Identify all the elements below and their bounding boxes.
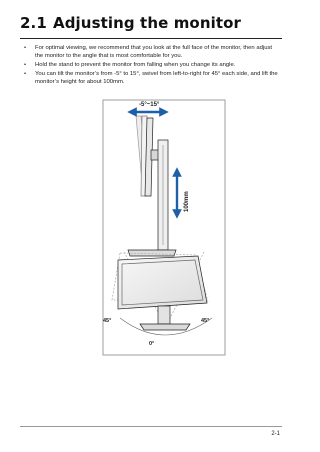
swivel-center-label: 0° — [149, 341, 155, 347]
bullet-marker: • — [24, 71, 27, 77]
front-view-monitor — [112, 252, 208, 330]
section-number: 2.1 — [20, 14, 47, 32]
height-range-label: 100mm — [184, 191, 190, 212]
swivel-left-label: 45° — [103, 318, 112, 324]
footer-divider — [20, 426, 282, 427]
section-heading: Adjusting the monitor — [53, 14, 242, 32]
tilt-angle-label: -5°~15° — [139, 102, 160, 108]
swivel-right-label: 45° — [201, 318, 210, 324]
list-item-text: Hold the stand to prevent the monitor from falling when you change its angle. — [35, 62, 236, 68]
bullet-marker: • — [24, 45, 27, 51]
list-item-text: You can tilt the monitor’s from -5° to 15°, swivel from left-to-right for 45° each side, and lift the monitor’s height for about 100mm. — [35, 71, 278, 85]
bullet-marker: • — [24, 62, 27, 68]
page-number: 2-1 — [271, 431, 280, 437]
list-item-text: For optimal viewing, we recommend that you look at the full face of the monitor, then adjust the monitor to the angle that is most comfortable for you. — [35, 45, 273, 59]
side-view-monitor — [128, 116, 176, 256]
